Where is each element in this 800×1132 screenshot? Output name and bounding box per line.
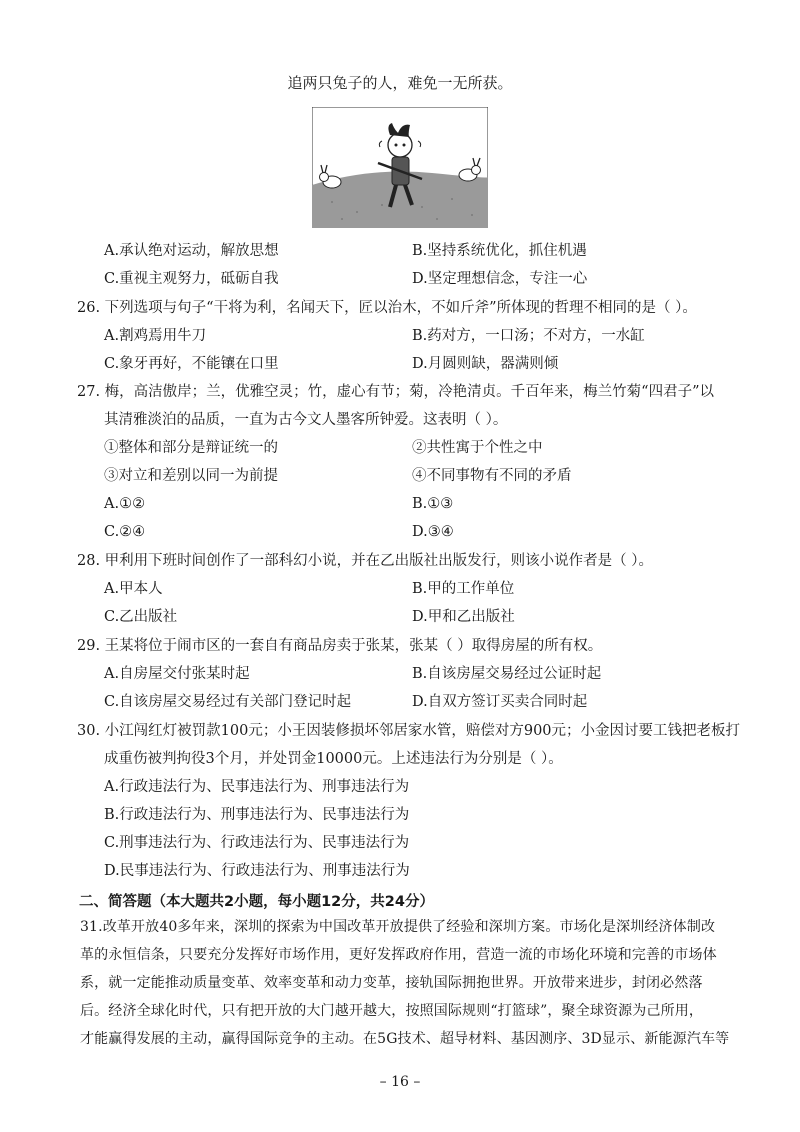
q30-option-a: A.行政违法行为、民事违法行为、刑事违法行为: [104, 779, 410, 795]
q29-option-d: D.自双方签订买卖合同时起: [412, 694, 588, 710]
q29-option-c: C.自该房屋交易经过有关部门登记时起: [104, 694, 352, 710]
q27-option-a: A.①②: [104, 496, 146, 512]
q31-line-5: 才能赢得发展的主动，赢得国际竞争的主动。在5G技术、超导材料、基因测序、3D显示、新能源汽车等: [80, 1031, 730, 1047]
q30-option-c: C.刑事违法行为、行政违法行为、民事违法行为: [104, 835, 410, 851]
q25-option-c: C.重视主观努力，砥砺自我: [104, 271, 279, 287]
page-number: – 16 –: [379, 1074, 421, 1090]
q30-stem-line1: 30. 小江闯红灯被罚款100元；小王因装修损坏邻居家水管，赔偿对方900元；小金因讨要工钱把老板打: [77, 723, 741, 739]
q27-option-d: D.③④: [412, 524, 454, 540]
q26-option-b: B.药对方，一口汤；不对方，一水缸: [412, 328, 645, 344]
q30-option-d: D.民事违法行为、行政违法行为、刑事违法行为: [104, 863, 410, 879]
q29-option-b: B.自该房屋交易经过公证时起: [412, 666, 602, 682]
q27-item-1: ①整体和部分是辩证统一的: [104, 440, 278, 456]
cartoon-illustration: [312, 107, 488, 228]
q25-option-d: D.坚定理想信念，专注一心: [412, 271, 588, 287]
q27-stem-line2: 其清雅淡泊的品质，一直为古今文人墨客所钟爱。这表明（ ）。: [104, 412, 508, 428]
q28-stem: 28. 甲利用下班时间创作了一部科幻小说，并在乙出版社出版发行，则该小说作者是（ ）。: [77, 553, 654, 569]
q28-option-d: D.甲和乙出版社: [412, 609, 515, 625]
q27-item-4: ④不同事物有不同的矛盾: [412, 468, 572, 484]
q27-option-c: C.②④: [104, 524, 146, 540]
q27-item-2: ②共性寓于个性之中: [412, 440, 543, 456]
q28-option-c: C.乙出版社: [104, 609, 178, 625]
q28-option-b: B.甲的工作单位: [412, 581, 515, 597]
q26-option-d: D.月圆则缺，器满则倾: [412, 356, 559, 372]
section-heading: 二、简答题（本大题共2小题，每小题12分，共24分）: [79, 894, 434, 910]
q31-line-2: 革的永恒信条，只要充分发挥好市场作用，更好发挥政府作用，营造一流的市场化环境和完善的市场体: [80, 947, 717, 963]
cartoon-caption: 追两只兔子的人，难免一无所获。: [287, 74, 513, 92]
q27-stem-line1: 27. 梅，高洁傲岸；兰，优雅空灵；竹，虚心有节；菊，冷艳清贞。千百年来，梅兰竹菊“四君子”以: [77, 384, 714, 400]
q27-item-3: ③对立和差别以同一为前提: [104, 468, 278, 484]
q30-stem-line2: 成重伤被判拘役3个月，并处罚金10000元。上述违法行为分别是（ ）。: [104, 751, 563, 767]
q31-line-3: 系，就一定能推动质量变革、效率变革和动力变革，接轨国际拥抱世界。开放带来进步，封闭必然落: [80, 975, 703, 991]
q31-line-4: 后。经济全球化时代，只有把开放的大门越开越大，按照国际规则“打篮球”，聚全球资源为己所用，: [80, 1003, 704, 1019]
q25-option-b: B.坚持系统优化，抓住机遇: [412, 243, 587, 259]
q29-stem: 29. 王某将位于闹市区的一套自有商品房卖于张某，张某（ ）取得房屋的所有权。: [77, 638, 603, 654]
q27-option-b: B.①③: [412, 496, 454, 512]
q26-option-a: A.割鸡焉用牛刀: [104, 328, 207, 344]
q30-option-b: B.行政违法行为、刑事违法行为、民事违法行为: [104, 807, 410, 823]
q28-option-a: A.甲本人: [104, 581, 163, 597]
q25-option-a: A.承认绝对运动，解放思想: [104, 243, 279, 259]
q26-stem: 26. 下列选项与句子“干将为利，名闻天下，匠以治木，不如斤斧”所体现的哲理不相同的是（ ）。: [77, 300, 697, 316]
q29-option-a: A.自房屋交付张某时起: [104, 666, 250, 682]
q26-option-c: C.象牙再好，不能镶在口里: [104, 356, 279, 372]
q31-line-1: 31.改革开放40多年来，深圳的探索为中国改革开放提供了经验和深圳方案。市场化是深圳经济体制改: [80, 919, 716, 935]
